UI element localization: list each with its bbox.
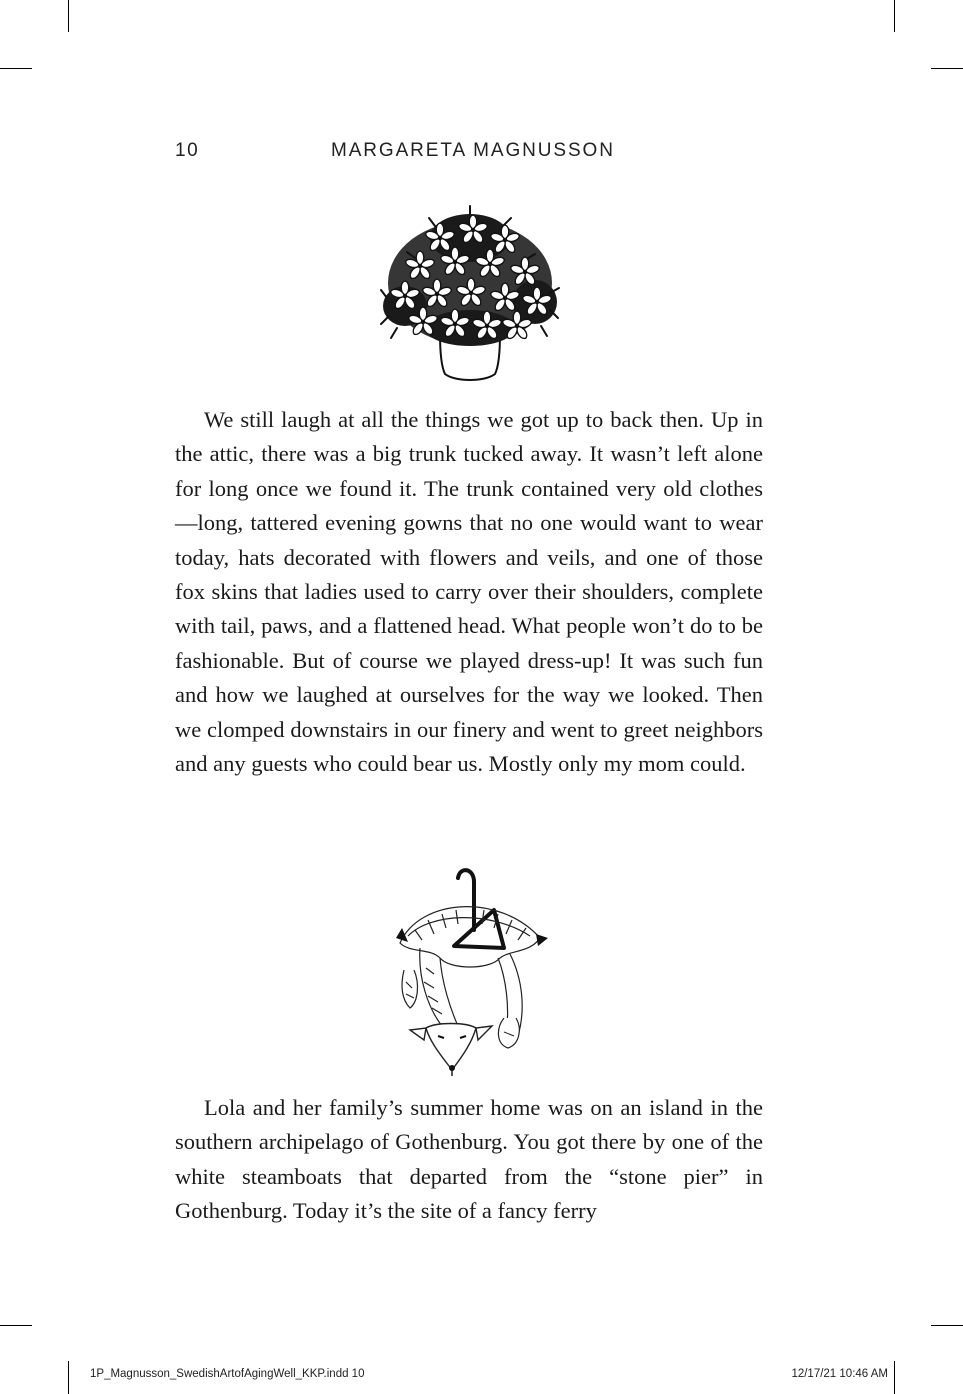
crop-mark-bottom-right — [894, 1361, 895, 1394]
crop-mark-top-left — [68, 0, 69, 32]
printer-slug-filename: 1P_Magnusson_SwedishArtofAgingWell_KKP.indd 10 — [90, 1368, 365, 1380]
body-paragraph-1: We still laugh at all the things we got up to back then. Up in the attic, there was a big trunk tucked away. It wasn’t left alone for long once we found it. The trunk contained very old clothes—long, tattered evening gowns that no one would want to wear today, hats decorated with flowers and veils, and one of those fox skins that ladies used to carry over their shoulders, complete with tail, paws, and a flattened head. What people won’t do to be fashionable. But of course we played dress-up! It was such fun and how we laughed at ourselves for the way we looked. Then we clomped downstairs in our finery and went to greet neighbors and any guests who could bear us. Mostly only my mom could. — [175, 407, 763, 777]
flower-pot-icon — [345, 198, 595, 388]
crop-mark-left-bottom — [0, 1325, 32, 1326]
crop-mark-right-bottom — [931, 1325, 963, 1326]
fox-stole-on-hanger-icon — [380, 858, 560, 1080]
crop-mark-right-top — [931, 68, 963, 69]
page-number: 10 — [175, 140, 200, 161]
crop-mark-bottom-left — [68, 1361, 69, 1394]
running-head-author: MARGARETA MAGNUSSON — [331, 140, 615, 161]
printer-slug-date: 12/17/21 10:46 AM — [791, 1368, 888, 1380]
crop-mark-top-right — [894, 0, 895, 32]
running-head — [175, 140, 765, 166]
body-paragraph-2: Lola and her family’s summer home was on an island in the southern archipelago of Gothenburg. You got there by one of the white steamboats that departed from the “stone pier” in Gothenburg. Today it’s the site of a fancy ferry — [175, 1095, 763, 1224]
crop-mark-left-top — [0, 68, 32, 69]
